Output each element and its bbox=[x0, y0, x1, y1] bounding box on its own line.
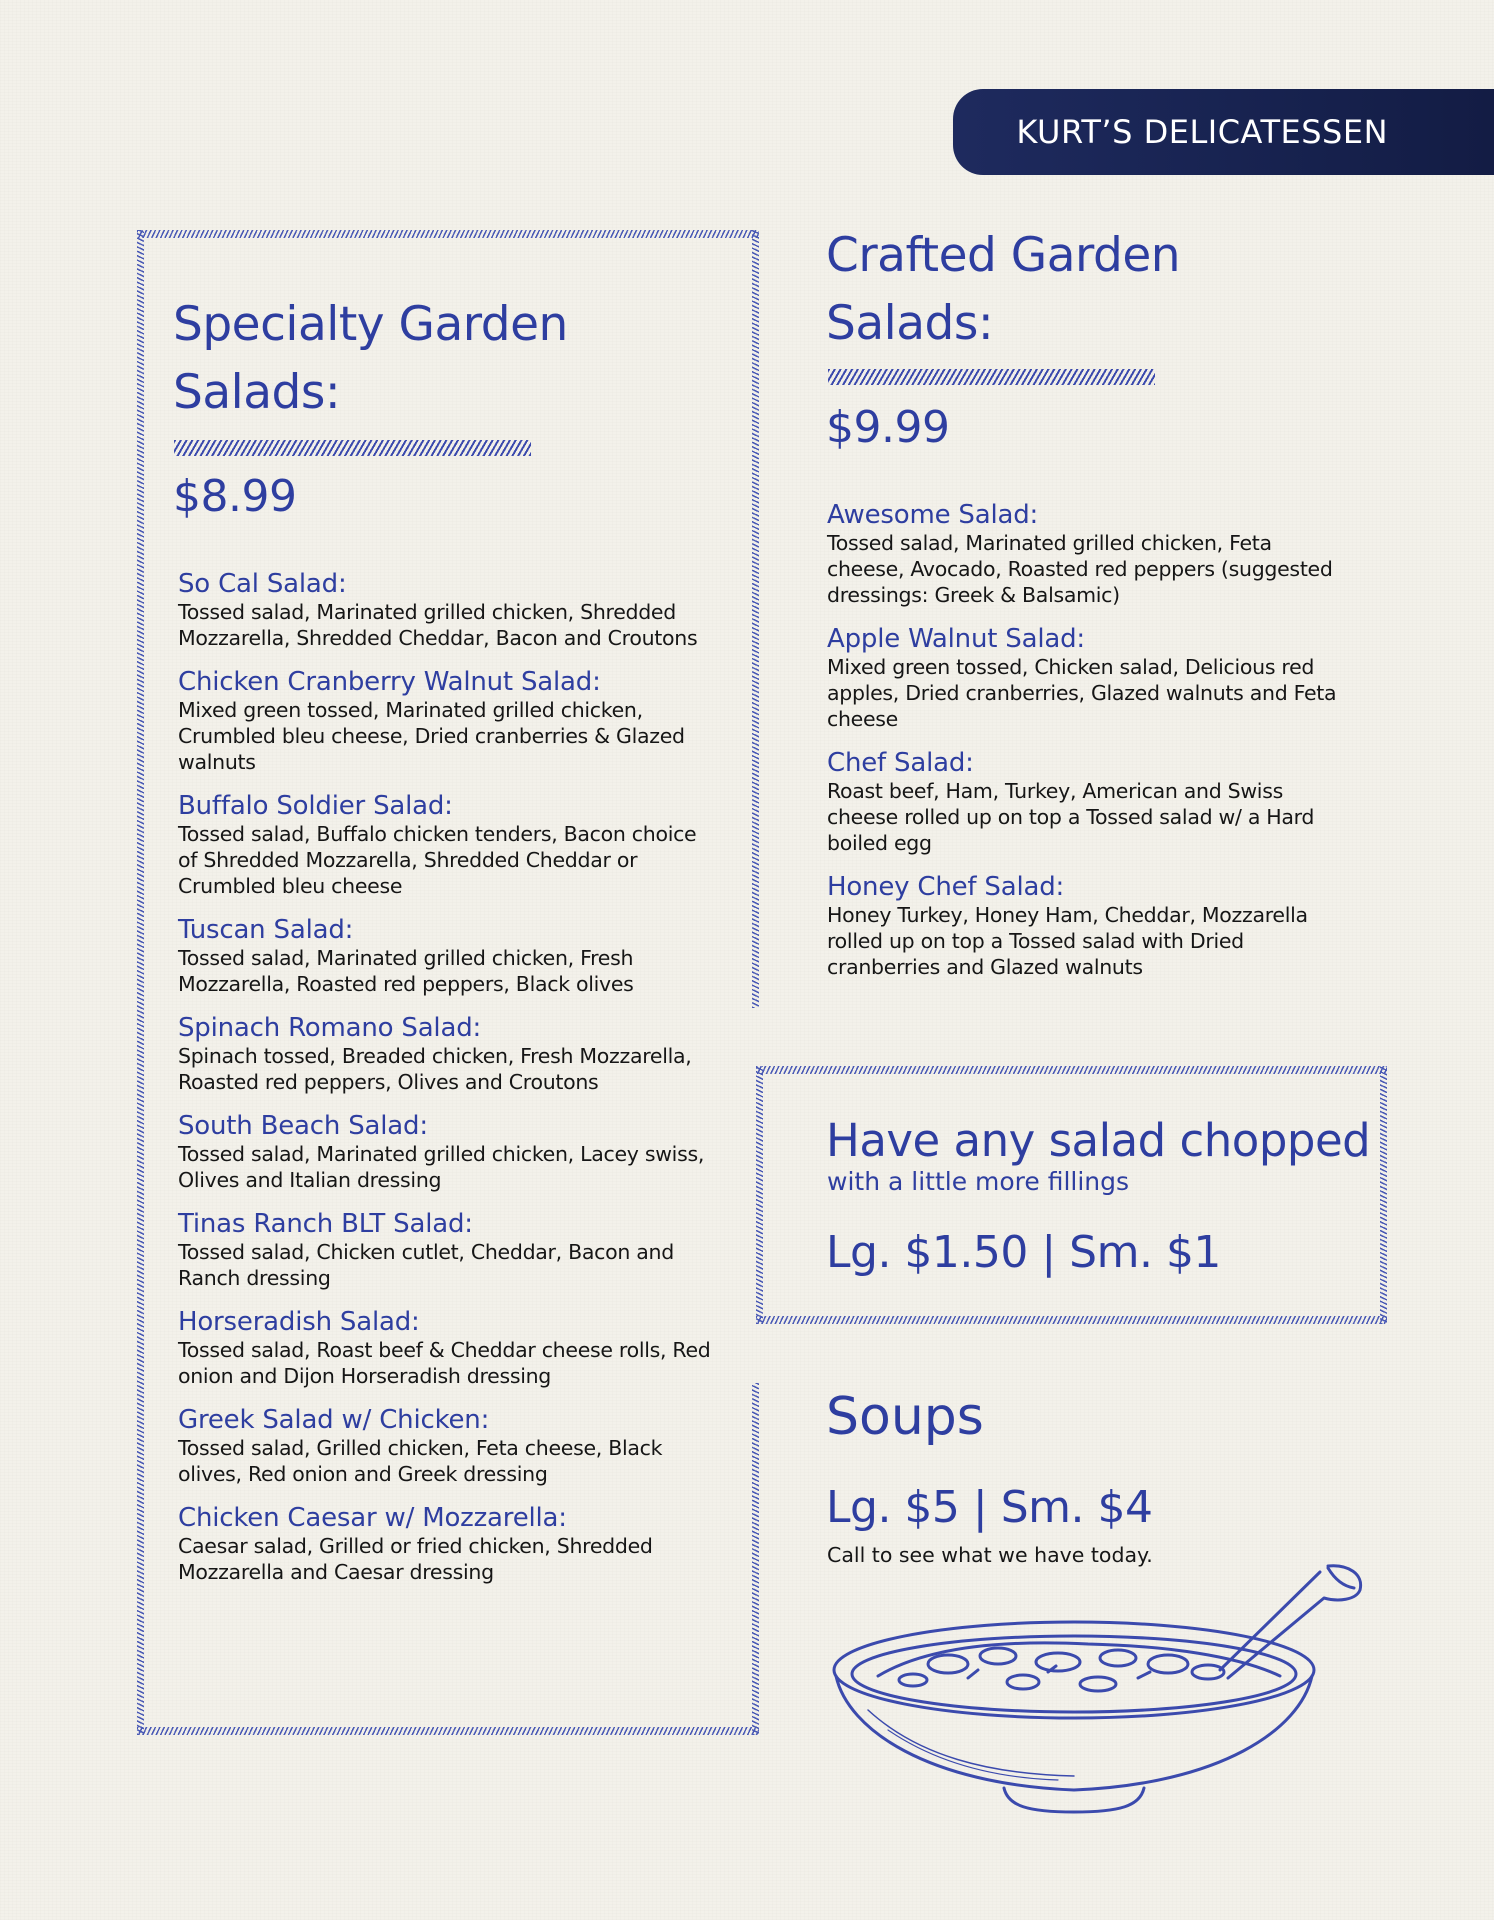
menu-item bbox=[827, 872, 1347, 980]
item-name: Awesome Salad: bbox=[827, 500, 1039, 530]
soup-bowl-illustration bbox=[808, 1560, 1368, 1820]
menu-item bbox=[178, 1503, 718, 1585]
menu-item bbox=[178, 1405, 718, 1487]
item-description: Roast beef, Ham, Turkey, American and Swiss cheese rolled up on top a Tossed salad w/ a Hard boiled egg bbox=[827, 779, 1315, 855]
specialty-title-line1: Specialty Garden bbox=[173, 297, 568, 352]
specialty-underline bbox=[174, 440, 531, 456]
item-description: Tossed salad, Chicken cutlet, Cheddar, Bacon and Ranch dressing bbox=[178, 1240, 674, 1290]
frame-right-lower bbox=[752, 1383, 759, 1735]
bowl-base bbox=[1004, 1788, 1144, 1812]
menu-item bbox=[178, 569, 718, 651]
frame-left bbox=[756, 1066, 763, 1324]
item-name: Greek Salad w/ Chicken: bbox=[178, 1405, 490, 1435]
chopped-title: Have any salad chopped bbox=[826, 1114, 1371, 1167]
item-description: Spinach tossed, Breaded chicken, Fresh Mozzarella, Roasted red peppers, Olives and Croutons bbox=[178, 1044, 692, 1094]
item-name: Chicken Caesar w/ Mozzarella: bbox=[178, 1503, 567, 1533]
item-name: So Cal Salad: bbox=[178, 569, 347, 599]
bowl-body bbox=[836, 1676, 1312, 1790]
item-name: Honey Chef Salad: bbox=[827, 872, 1065, 902]
item-description: Tossed salad, Buffalo chicken tenders, Bacon choice of Shredded Mozzarella, Shredded Cheddar or Crumbled bleu cheese bbox=[178, 822, 697, 898]
item-description: Tossed salad, Marinated grilled chicken, Shredded Mozzarella, Shredded Cheddar, Bacon and Croutons bbox=[178, 600, 698, 650]
menu-item bbox=[178, 1111, 718, 1193]
specialty-price: $8.99 bbox=[173, 471, 297, 522]
item-description: Tossed salad, Marinated grilled chicken, Feta cheese, Avocado, Roasted red peppers (suggested dressings: Greek & Balsamic) bbox=[827, 531, 1333, 607]
soups-price: Lg. $5 | Sm. $4 bbox=[826, 1482, 1153, 1533]
menu-item bbox=[178, 1307, 718, 1389]
chopped-price: Lg. $1.50 | Sm. $1 bbox=[826, 1227, 1221, 1278]
menu-item bbox=[827, 624, 1347, 732]
item-description: Caesar salad, Grilled or fried chicken, Shredded Mozzarella and Caesar dressing bbox=[178, 1534, 653, 1584]
menu-item bbox=[827, 748, 1347, 856]
item-description: Tossed salad, Marinated grilled chicken, Lacey swiss, Olives and Italian dressing bbox=[178, 1142, 705, 1192]
item-description: Tossed salad, Marinated grilled chicken, Fresh Mozzarella, Roasted red peppers, Black olives bbox=[178, 946, 634, 996]
crafted-title-line2: Salads: bbox=[826, 296, 994, 351]
frame-top bbox=[756, 1066, 1387, 1074]
menu-item bbox=[827, 500, 1347, 608]
item-description: Mixed green tossed, Chicken salad, Delicious red apples, Dried cranberries, Glazed walnuts and Feta cheese bbox=[827, 655, 1337, 731]
item-description: Tossed salad, Grilled chicken, Feta cheese, Black olives, Red onion and Greek dressing bbox=[178, 1436, 663, 1486]
specialty-item-list bbox=[178, 569, 718, 1601]
header-banner bbox=[953, 89, 1494, 175]
specialty-title-line2: Salads: bbox=[173, 365, 341, 420]
item-name: Buffalo Soldier Salad: bbox=[178, 791, 453, 821]
menu-item bbox=[178, 1209, 718, 1291]
item-name: Spinach Romano Salad: bbox=[178, 1013, 482, 1043]
item-description: Tossed salad, Roast beef & Cheddar cheese rolls, Red onion and Dijon Horseradish dressing bbox=[178, 1338, 711, 1388]
frame-bottom bbox=[756, 1316, 1387, 1324]
soups-title: Soups bbox=[826, 1387, 984, 1447]
frame-right-upper bbox=[752, 230, 759, 1008]
soups-note: Call to see what we have today. bbox=[827, 1543, 1153, 1567]
item-name: South Beach Salad: bbox=[178, 1111, 428, 1141]
menu-item bbox=[178, 915, 718, 997]
item-name: Tinas Ranch BLT Salad: bbox=[178, 1209, 473, 1239]
item-description: Mixed green tossed, Marinated grilled chicken, Crumbled bleu cheese, Dried cranberries & Glazed walnuts bbox=[178, 698, 685, 774]
menu-item bbox=[178, 1013, 718, 1095]
frame-bottom bbox=[137, 1727, 759, 1735]
frame-top bbox=[137, 230, 759, 238]
chopped-subtitle: with a little more fillings bbox=[827, 1167, 1130, 1196]
menu-item bbox=[178, 791, 718, 899]
item-name: Chef Salad: bbox=[827, 748, 974, 778]
item-name: Horseradish Salad: bbox=[178, 1307, 420, 1337]
crafted-title-line1: Crafted Garden bbox=[826, 228, 1181, 283]
crafted-item-list bbox=[827, 500, 1347, 996]
item-name: Tuscan Salad: bbox=[178, 915, 354, 945]
crafted-price: $9.99 bbox=[826, 402, 950, 453]
item-description: Honey Turkey, Honey Ham, Cheddar, Mozzarella rolled up on top a Tossed salad with Dried cranberries and Glazed walnuts bbox=[827, 903, 1308, 979]
crafted-underline bbox=[828, 369, 1155, 385]
frame-right bbox=[1380, 1066, 1387, 1324]
item-name: Apple Walnut Salad: bbox=[827, 624, 1085, 654]
frame-left bbox=[137, 230, 144, 1735]
item-name: Chicken Cranberry Walnut Salad: bbox=[178, 667, 601, 697]
menu-item bbox=[178, 667, 718, 775]
brand-name: KURT’S DELICATESSEN bbox=[1016, 113, 1388, 151]
